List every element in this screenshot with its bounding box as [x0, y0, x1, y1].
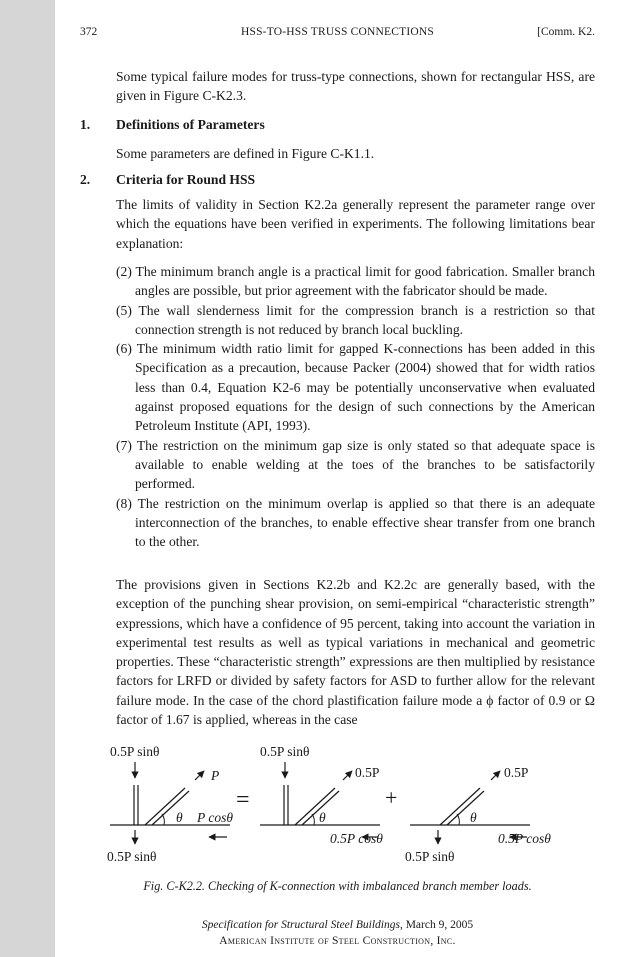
page-gutter	[0, 0, 55, 957]
diagram-3-horizontal-force: 0.5P cosθ	[498, 831, 551, 846]
footer-spec-title: Specification for Structural Steel Buildings,	[201, 919, 403, 931]
branch-force-arrow-icon	[343, 771, 352, 780]
diagonal-branch-edge	[295, 788, 335, 825]
diagram-1	[107, 744, 233, 864]
diagram-1-top-load: 0.5P sinθ	[110, 744, 160, 759]
page-header	[80, 26, 595, 42]
figure-caption: Fig. C-K2.2. Checking of K-connection with imbalanced branch member loads.	[143, 879, 532, 893]
intro-paragraph: Some typical failure modes for truss-type connections, shown for rectangular HSS, are given in Figure C-K2.3.	[116, 69, 595, 104]
diagram-2-angle: θ	[319, 810, 326, 825]
diagram-1-angle: θ	[176, 810, 183, 825]
diagram-1-bottom-load: 0.5P sinθ	[107, 849, 157, 864]
section-2-intro: The limits of validity in Section K2.2a generally represent the parameter range over which the equations have been verified in experiments. The following limitations bear explanation:	[116, 197, 595, 251]
list-item: (2) The minimum branch angle is a practical limit for good fabrication. Smaller branch angles are possible, but prior agreement with the fabricator should be made.	[116, 264, 595, 299]
footer-date: March 9, 2005	[402, 919, 474, 931]
equals-symbol: =	[236, 787, 250, 813]
section-1-text: Some parameters are defined in Figure C-K1.1.	[116, 146, 375, 161]
diagram-3-angle: θ	[470, 810, 477, 825]
list-item: (7) The restriction on the minimum gap size is only stated so that adequate space is available to enable welding at the toes of the branches to be satisfactorily performed.	[116, 437, 595, 492]
footer-publisher: American Institute of Steel Construction, Inc.	[219, 935, 456, 947]
section-1-number: 1.	[80, 117, 91, 132]
diagram-1-branch-force: P	[211, 768, 220, 783]
diagonal-branch-edge	[447, 791, 484, 825]
running-title: HSS-TO-HSS TRUSS CONNECTIONS	[240, 26, 435, 38]
list-item: (8) The restriction on the minimum overlap is applied so that there is an adequate interconnection of the branches, to enable effective shear transfer from one branch to the other.	[116, 495, 595, 550]
list-item: (5) The wall slenderness limit for the compression branch is a restriction so that connection strength is not reduced by branch local buckling.	[116, 302, 595, 337]
diagram-1-horizontal-force: P cosθ	[197, 810, 234, 825]
branch-force-arrow-icon	[195, 771, 204, 780]
k-connection-figure	[100, 740, 570, 870]
list-item: (6) The minimum width ratio limit for gapped K-connections has been added in this Specification as a precaution, because Packer (2004) showed that for width ratios less than 0.4, Equation K2-6 may be potentially unconservative when evaluated against proposed equations for the design of such connections by the American Petroleum Institute (API, 1993).	[116, 341, 595, 434]
page-number: 372	[80, 26, 98, 38]
footer-spec-line	[80, 919, 595, 931]
provisions-paragraph: The provisions given in Sections K2.2b and K2.2c are generally based, with the exception of the punching shear provision, on semi-empirical “characteristic strength” expressions, which have a confidence of 95 percent, taking into account the variation in experimental test results as well as typical variations in mechanical and geometric properties. These “characteristic strength” expressions are then multiplied by resistance factors for LRFD or divided by safety factors for ASD to further allow for the relevant failure mode. In the case of the chord plastification failure mode a ϕ factor of 0.9 or Ω factor of 1.67 is applied, whereas in the case	[116, 577, 595, 728]
limitations-list	[116, 262, 595, 551]
section-2-title: Criteria for Round HSS	[116, 172, 256, 187]
diagram-3-bottom-load: 0.5P sinθ	[405, 849, 455, 864]
diagram-2-horizontal-force: 0.5P cosθ	[330, 831, 383, 846]
diagram-2-branch-force: 0.5P	[355, 765, 380, 780]
diagram-3	[405, 765, 551, 864]
plus-symbol: +	[385, 785, 398, 810]
section-2-number: 2.	[80, 172, 91, 187]
diagram-3-branch-force: 0.5P	[504, 765, 529, 780]
section-1-title: Definitions of Parameters	[116, 117, 265, 132]
diagonal-branch-edge	[152, 791, 189, 825]
diagram-2	[260, 744, 383, 846]
diagram-2-top-load: 0.5P sinθ	[260, 744, 310, 759]
section-reference: [Comm. K2.	[537, 26, 595, 38]
branch-force-arrow-icon	[491, 771, 500, 780]
k-connection-diagram	[100, 740, 570, 870]
